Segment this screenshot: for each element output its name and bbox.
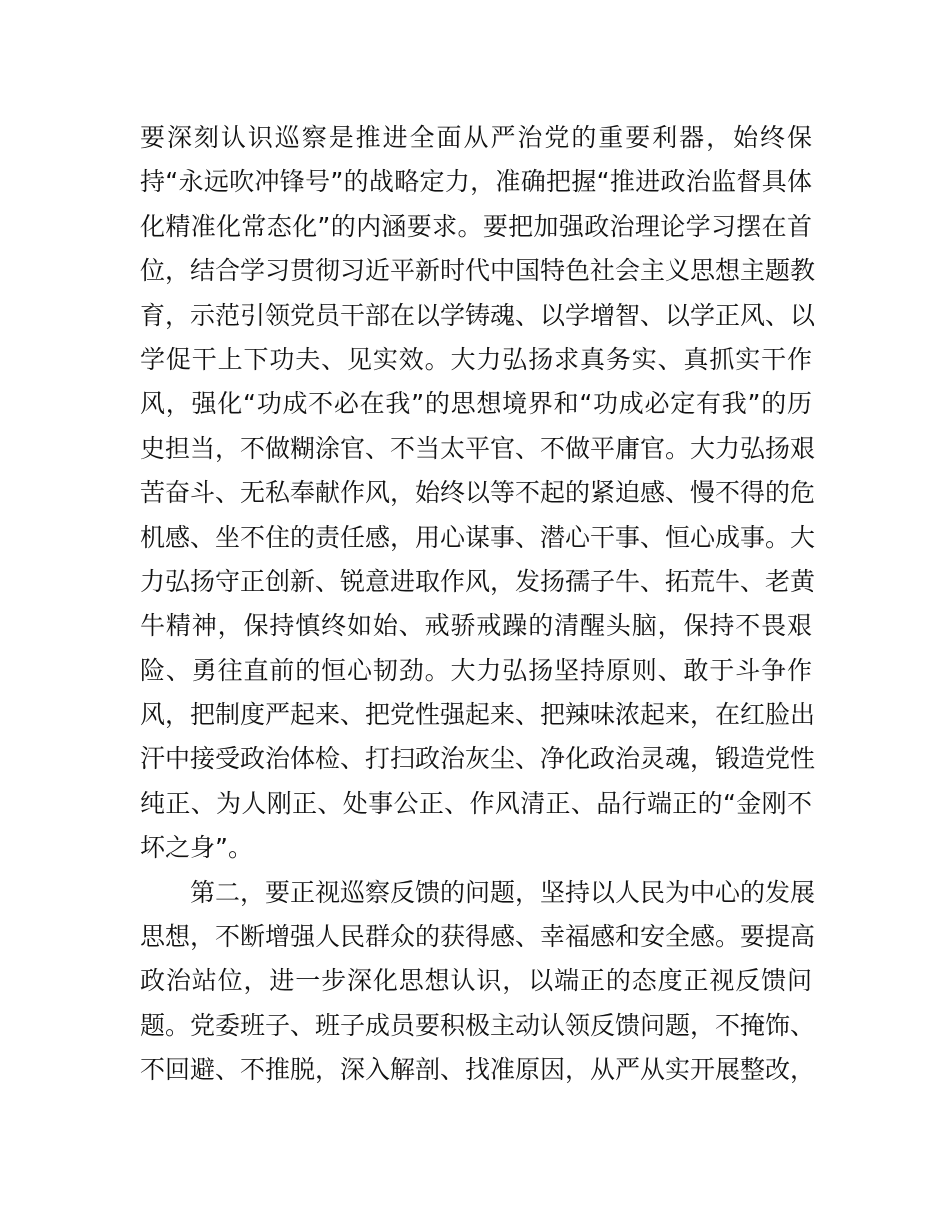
paragraph-2	[140, 871, 816, 1093]
text-line: 风，把制度严起来、把党性强起来、把辣味浓起来，在红脸出	[140, 700, 816, 730]
text-line: 化精准化常态化”的内涵要求。要把加强政治理论学习摆在首	[140, 211, 812, 241]
text-line: 牛精神，保持慎终如始、戒骄戒躁的清醒头脑，保持不畏艰	[140, 611, 812, 641]
text-line: 苦奋斗、无私奉献作风，始终以等不起的紧迫感、慢不得的危	[140, 478, 816, 508]
text-line: 不回避、不推脱，深入解剖、找准原因，从严从实开展整改，	[140, 1055, 816, 1085]
text-line: 风，强化“功成不必在我”的思想境界和“功成必定有我”的历	[140, 389, 812, 419]
text-line: 政治站位，进一步深化思想认识，以端正的态度正视反馈问	[140, 966, 812, 996]
text-line: 力弘扬守正创新、锐意进取作风，发扬孺子牛、拓荒牛、老黄	[140, 566, 816, 596]
text-line: 险、勇往直前的恒心韧劲。大力弘扬坚持原则、敢于斗争作	[140, 655, 812, 685]
text-line: 纯正、为人刚正、处事公正、作风清正、品行端正的“金刚不	[140, 788, 812, 818]
text-line: 汗中接受政治体检、打扫政治灰尘、净化政治灵魂，锻造党性	[140, 744, 816, 774]
paragraph-1	[140, 116, 816, 871]
text-line: 史担当，不做糊涂官、不当太平官、不做平庸官。大力弘扬艰	[140, 433, 816, 463]
text-line: 位，结合学习贯彻习近平新时代中国特色社会主义思想主题教	[140, 256, 816, 286]
text-line: 题。党委班子、班子成员要积极主动认领反馈问题，不掩饰、	[140, 1010, 816, 1040]
text-line: 思想，不断增强人民群众的获得感、幸福感和安全感。要提高	[140, 922, 816, 952]
text-line: 机感、坐不住的责任感，用心谋事、潜心干事、恒心成事。大	[140, 522, 816, 552]
text-line: 持“永远吹冲锋号”的战略定力，准确把握“推进政治监督具体	[140, 167, 812, 197]
text-line: 第二，要正视巡察反馈的问题，坚持以人民为中心的发展	[190, 877, 816, 907]
text-line: 学促干上下功夫、见实效。大力弘扬求真务实、真抓实干作	[140, 344, 812, 374]
text-line: 坏之身”。	[140, 833, 253, 863]
text-line: 要深刻认识巡察是推进全面从严治党的重要利器，始终保	[140, 123, 812, 152]
document-body	[140, 116, 816, 1093]
text-line: 育，示范引领党员干部在以学铸魂、以学增智、以学正风、以	[140, 300, 816, 330]
